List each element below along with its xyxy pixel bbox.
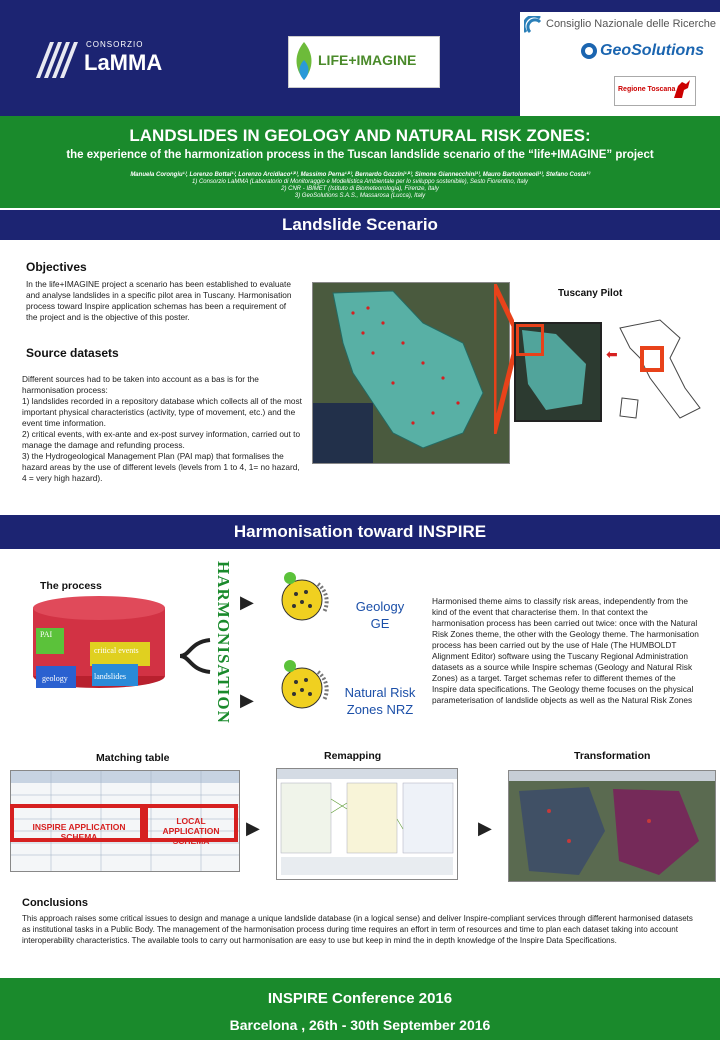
conference-place-date: Barcelona , 26th - 30th September 2016 (229, 1017, 491, 1033)
cnr-name: Consiglio Nazionale delle Ricerche (546, 18, 716, 30)
geosolutions-icon (580, 42, 598, 60)
db-critical-label: critical events (94, 646, 139, 655)
nrz-label: Natural Risk (344, 685, 416, 700)
source-datasets-heading: Source datasets (26, 346, 119, 360)
inspire-logo-nrz (274, 654, 338, 714)
section-harmonisation: Harmonisation toward INSPIRE (0, 515, 720, 549)
arrow-nrz-icon: ▶ (240, 690, 254, 710)
remapping-heading: Remapping (324, 750, 382, 762)
transformation-screenshot (508, 770, 716, 882)
pegasus-icon (672, 78, 692, 102)
tuscany-satellite-map (312, 282, 510, 464)
transformation-heading: Transformation (574, 750, 651, 762)
poster-subtitle: the experience of the harmonization process in the Tuscan landslide scenario of the “life+IMAGINE” project (66, 149, 654, 161)
geosolutions-name: GeoSolutions (600, 42, 704, 59)
pilot-arrow-icon: ⬅ (606, 346, 618, 362)
inspire-schema-label: INSPIRE APPLICATION SCHEMA (32, 822, 126, 842)
life-imagine-text: LIFE+IMAGINE (318, 52, 417, 68)
source-item-1: 1) landslides recorded in a repository database which collects all of the most important physical characteristics (activity, type of movement, etc.) and the event time information. (22, 396, 302, 428)
process-heading: The process (40, 580, 102, 592)
objectives-block (26, 260, 296, 323)
db-landslides-label: landslides (94, 672, 126, 681)
local-schema-label: LOCAL APPLICATION SCHEMA (162, 816, 220, 846)
remapping-screenshot (276, 768, 458, 880)
source-datasets-text (22, 374, 302, 484)
regione-toscana-name: Regione Toscana (618, 86, 676, 93)
harmonisation-vertical-wrap (206, 561, 236, 724)
pilot-area-highlight (516, 324, 544, 356)
objectives-text: In the life+IMAGINE project a scenario has been established to evaluate and analyse landslides in a specific pilot area in Tuscany. Harmonisation process toward Inspire application schemas has been a requirement of the project and is the objective of this poster. (26, 279, 292, 322)
matching-heading: Matching table (96, 752, 170, 764)
tuscany-pilot-label: Tuscany Pilot (558, 288, 623, 299)
nrz-theme (340, 684, 420, 718)
geology-label: Geology (355, 599, 405, 614)
author-block (120, 172, 600, 200)
affiliation-1: 1) Consorzio LaMMA (Laboratorio di Monitoraggio e Modellistica Ambientale per lo sviluppo sostenibile), Sesto Fiorentino, Italy (191, 179, 529, 185)
author-list: Manuela Corongiu¹⁾, Lorenzo Bottai¹⁾, Lorenzo Arcidiaco¹⁾²⁾, Massimo Perna¹⁾²⁾, Bernardo Gozzini¹⁾²⁾, Simone Giannecchini³⁾, Mauro Bartolomeoli³⁾, Stefano Costa³⁾ (130, 172, 590, 178)
source-intro: Different sources had to be taken into account as a bas is for the harmonisation process: (22, 374, 259, 395)
harmonised-text: Harmonised theme aims to classify risk areas, independently from the kind of the event that characterise them. In that context the harmonisation process has been carried out twice: once with the Natural Risk Zones theme, the other with the Geology theme. The harmonisation process has been carried out by the use of Hale (The HUMBOLDT Alignment Editor) software using the Tuscany Regional Administration datasets as a source while Inspire schemas (Geology and Natural Risk Zones) as a target. Target schemas refer to different themes of the Inspire data specifications. The Geology theme focuses on the physical parameterisation of landslide objects as well as the Natural Risk Zones (432, 596, 699, 705)
affiliation-2: 2) CNR - IBIMET (Istituto di Biometeorologia), Firenze, Italy (281, 186, 439, 192)
cnr-icon (524, 16, 542, 34)
db-pai-label: PAI (40, 630, 53, 639)
inspire-logo-geology (274, 566, 338, 626)
nrz-code: Zones NRZ (346, 702, 414, 717)
life-leaf-icon (292, 40, 316, 82)
arrow-to-remapping-icon: ▶ (246, 818, 260, 838)
zoom-connector-graphic (494, 284, 514, 434)
section-landslide-scenario: Landslide Scenario (0, 210, 720, 240)
italy-map (610, 318, 710, 428)
conclusions-heading: Conclusions (22, 897, 89, 909)
harmonisation-vertical-label: HARMONISATION (214, 561, 233, 724)
source-item-2: 2) critical events, with ex-ante and ex-post survey information, carried out to manage the damage and refunding process. (22, 429, 301, 450)
affiliation-3: 3) GeoSolutions S.A.S., Massarosa (Lucca), Italy (294, 193, 426, 199)
geology-theme (340, 598, 420, 632)
db-geology-label: geology (42, 674, 68, 683)
objectives-heading: Objectives (26, 260, 87, 274)
poster-title: LANDSLIDES IN GEOLOGY AND NATURAL RISK ZONES: (129, 126, 591, 145)
conclusions-text: This approach raises some critical issues to design and manage a unique landslide database (in a logical sense) and deliver Inspire-compliant services through different harmonised datasets as institutional tasks in a Public Body. The management of the harmonisation process during time requires an effort in term of resources and time to plan each dataset taking into account interoperability characteristics. The available tools to carry out harmonisation are easy to use but keep in mind the in depth knowledge of the Inspire Data Specifications. (22, 914, 693, 946)
source-heading-block (26, 346, 296, 360)
arrow-geology-icon: ▶ (240, 592, 254, 612)
lamma-name: LaMMA (84, 50, 163, 75)
lamma-consorzio: CONSORZIO (86, 40, 144, 49)
source-item-3: 3) the Hydrogeological Management Plan (PAI map) that formalises the hazard areas by the use of different levels (levels from 1 to 4, 1= no hazard, 4 = very high hazard). (22, 451, 300, 483)
arrow-to-transformation-icon: ▶ (478, 818, 492, 838)
geology-code: GE (370, 616, 390, 631)
conference-name: INSPIRE Conference 2016 (267, 990, 453, 1007)
